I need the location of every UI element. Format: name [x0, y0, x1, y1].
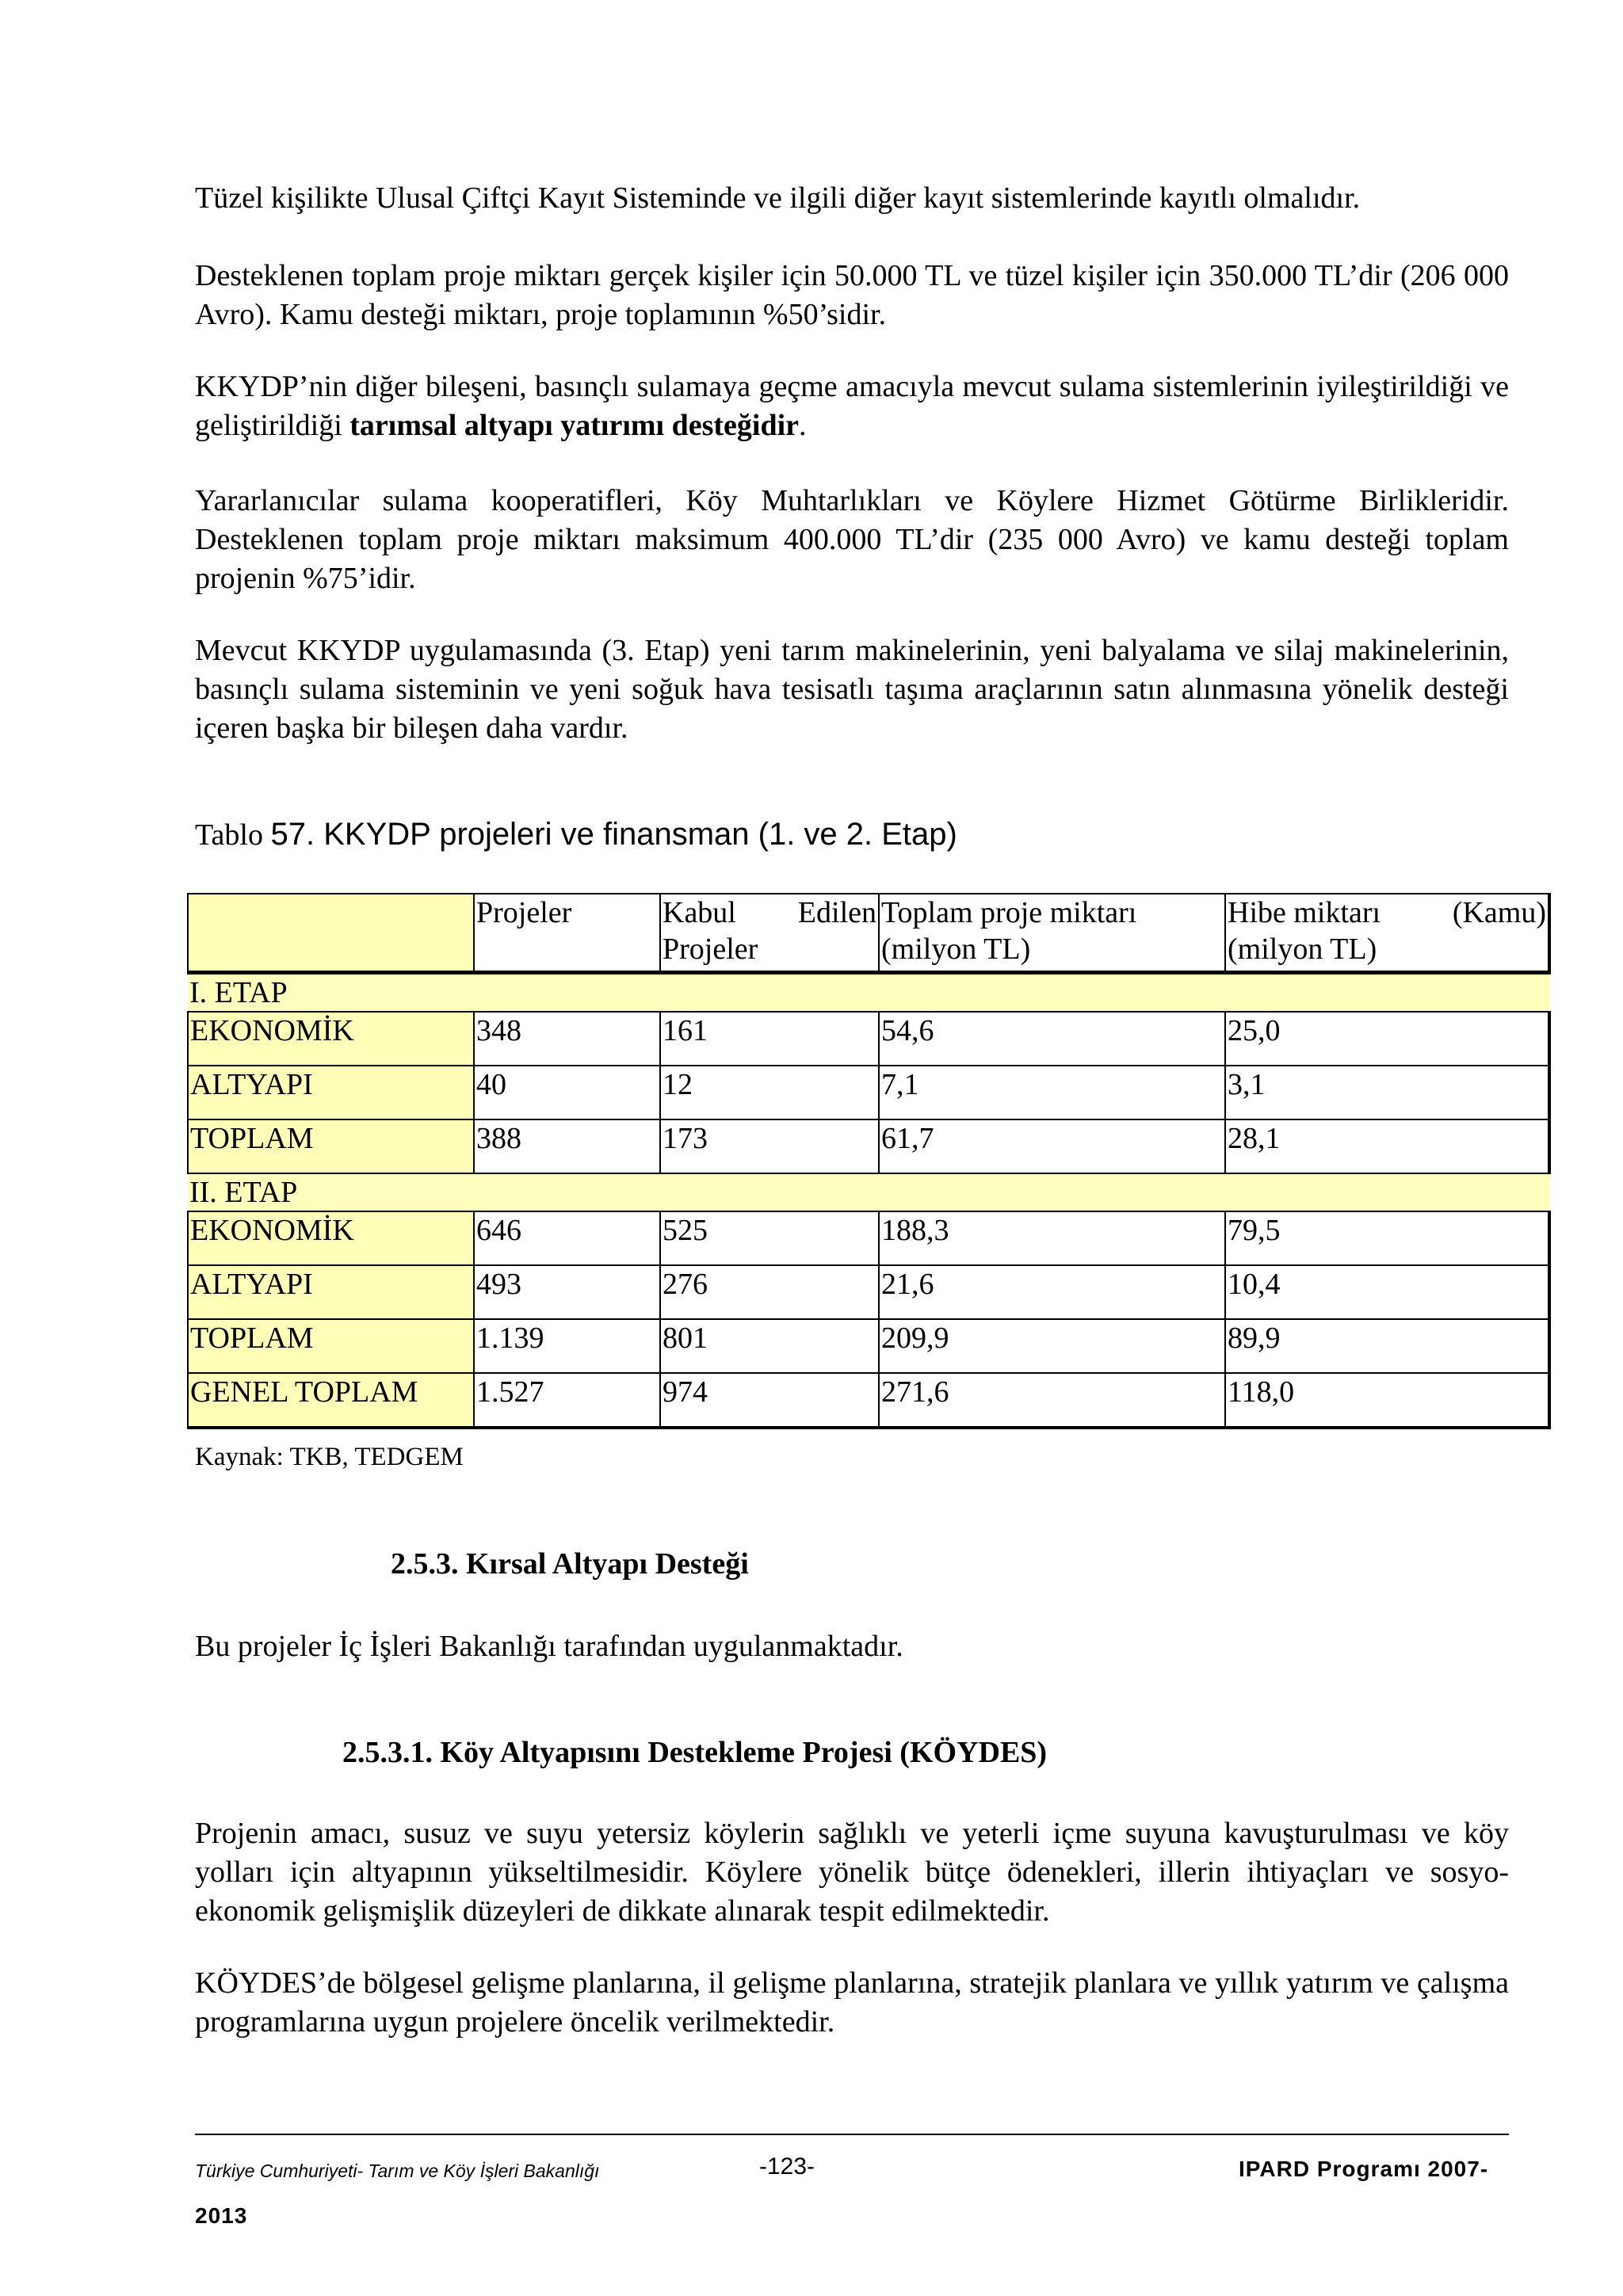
- cell-accepted: 276: [660, 1265, 879, 1319]
- cell-projects: 1.139: [474, 1319, 660, 1373]
- cell-total: 61,7: [879, 1119, 1225, 1173]
- cell-projects: 40: [474, 1066, 660, 1119]
- cell-grant: 89,9: [1225, 1319, 1549, 1373]
- section-row-etap1: [188, 973, 1549, 1013]
- footer-program: IPARD Programı 2007-: [1239, 2157, 1489, 2181]
- paragraph-7: Projenin amacı, susuz ve suyu yetersiz köylerin sağlıklı ve yeterli içme suyuna kavuşturulması ve köy yolları için altyapının yükseltilmesidir. Köylere yönelik bütçe ödenekleri, illerin ihtiyaçları ve sosyo-ekonomik gelişmişlik düzeyleri de dikkate alınarak tespit edilmektedir.: [195, 1817, 1509, 1928]
- cell-accepted: 525: [660, 1211, 879, 1265]
- cell-projects: 348: [474, 1012, 660, 1066]
- kkydp-table: [187, 893, 1551, 1429]
- table-row: [188, 1211, 1549, 1265]
- section-row-etap2: [188, 1173, 1549, 1211]
- cell-grant: 118,0: [1225, 1373, 1549, 1428]
- cell-accepted: 161: [660, 1012, 879, 1066]
- header-accepted-a: Kabul: [663, 896, 736, 929]
- paragraph-4: Yararlanıcılar sulama kooperatifleri, Köy Muhtarlıkları ve Köylere Hizmet Götürme Birlikleridir. Desteklenen toplam proje miktarı maksimum 400.000 TL’dir (235 000 Avro) ve kamu desteği toplam projenin %75’idir.: [195, 484, 1509, 595]
- cell-total: 21,6: [879, 1265, 1225, 1319]
- paragraph-3-bold: tarımsal altyapı yatırımı desteğidir: [349, 409, 800, 442]
- footer-year: 2013: [195, 2203, 248, 2228]
- header-accepted-b: Edilen: [797, 896, 876, 929]
- cell-projects: 646: [474, 1211, 660, 1265]
- header-total: Toplam proje miktarı (milyon TL): [879, 894, 1225, 973]
- cell-grant: 10,4: [1225, 1265, 1549, 1319]
- row-label: EKONOMİK: [188, 1211, 474, 1265]
- table-row: [188, 1319, 1549, 1373]
- table-caption-title: 57. KKYDP projeleri ve finansman (1. ve 2. Etap): [270, 817, 957, 852]
- row-label: EKONOMİK: [188, 1012, 474, 1066]
- page-number: -123-: [759, 2153, 815, 2180]
- row-label: TOPLAM: [188, 1119, 474, 1173]
- table-row: [188, 1373, 1549, 1428]
- cell-accepted: 12: [660, 1066, 879, 1119]
- section-title-etap2: II. ETAP: [188, 1173, 1549, 1211]
- table-row: [188, 1066, 1549, 1119]
- cell-projects: 1.527: [474, 1373, 660, 1428]
- table-source: Kaynak: TKB, TEDGEM: [195, 1443, 464, 1471]
- table-header-row: [188, 894, 1549, 973]
- heading-kirsal-altyapi: 2.5.3. Kırsal Altyapı Desteği: [391, 1547, 749, 1581]
- cell-total: 54,6: [879, 1012, 1225, 1066]
- header-grant-c: (milyon TL): [1228, 933, 1377, 966]
- section-title-etap1: I. ETAP: [188, 973, 1549, 1013]
- cell-grant: 25,0: [1225, 1012, 1549, 1066]
- header-grant: [1225, 894, 1549, 973]
- cell-grant: 79,5: [1225, 1211, 1549, 1265]
- cell-total: 271,6: [879, 1373, 1225, 1428]
- header-grant-a: Hibe miktarı: [1228, 896, 1381, 929]
- paragraph-6: Bu projeler İç İşleri Bakanlığı tarafından uygulanmaktadır.: [195, 1630, 903, 1663]
- footer-ministry: Türkiye Cumhuriyeti- Tarım ve Köy İşleri Bakanlığı: [195, 2161, 600, 2181]
- table-caption: [195, 817, 957, 852]
- cell-projects: 493: [474, 1265, 660, 1319]
- paragraph-5: Mevcut KKYDP uygulamasında (3. Etap) yeni tarım makinelerinin, yeni balyalama ve silaj makinelerinin, basınçlı sulama sisteminin ve yeni soğuk hava tesisatlı taşıma araçlarının satın alınmasına yönelik desteği içeren başka bir bileşen daha vardır.: [195, 634, 1509, 745]
- row-label: GENEL TOPLAM: [188, 1373, 474, 1428]
- table-row: [188, 1012, 1549, 1066]
- cell-grant: 3,1: [1225, 1066, 1549, 1119]
- cell-total: 188,3: [879, 1211, 1225, 1265]
- cell-projects: 388: [474, 1119, 660, 1173]
- paragraph-8: KÖYDES’de bölgesel gelişme planlarına, il gelişme planlarına, stratejik planlara ve yıllık yatırım ve çalışma programlarına uygun projelere öncelik verilmektedir.: [195, 1966, 1509, 2039]
- header-empty: [188, 894, 474, 973]
- cell-accepted: 173: [660, 1119, 879, 1173]
- paragraph-3: [195, 368, 1509, 445]
- row-label: ALTYAPI: [188, 1066, 474, 1119]
- paragraph-1: Tüzel kişilikte Ulusal Çiftçi Kayıt Sisteminde ve ilgili diğer kayıt sistemlerinde kayıtlı olmalıdır.: [195, 181, 1361, 215]
- cell-accepted: 974: [660, 1373, 879, 1428]
- paragraph-3-end: .: [799, 409, 807, 442]
- heading-koydes: 2.5.3.1. Köy Altyapısını Destekleme Projesi (KÖYDES): [342, 1736, 1048, 1769]
- header-grant-b: (Kamu): [1452, 896, 1546, 929]
- cell-accepted: 801: [660, 1319, 879, 1373]
- table-caption-prefix: Tablo: [195, 818, 271, 852]
- cell-grant: 28,1: [1225, 1119, 1549, 1173]
- row-label: TOPLAM: [188, 1319, 474, 1373]
- footer-divider: [195, 2134, 1509, 2135]
- table-row: [188, 1265, 1549, 1319]
- cell-total: 209,9: [879, 1319, 1225, 1373]
- header-projects: Projeler: [474, 894, 660, 973]
- row-label: ALTYAPI: [188, 1265, 474, 1319]
- paragraph-3-text: KKYDP’nin diğer bileşeni, basınçlı sulamaya geçme amacıyla mevcut sulama sistemlerinin iyileştirildiği ve geliştirildiği: [195, 370, 1509, 442]
- paragraph-2: Desteklenen toplam proje miktarı gerçek kişiler için 50.000 TL ve tüzel kişiler için 350.000 TL’dir (206 000 Avro). Kamu desteği miktarı, proje toplamının %50’sidir.: [195, 259, 1509, 331]
- cell-total: 7,1: [879, 1066, 1225, 1119]
- header-accepted: [660, 894, 879, 973]
- header-accepted-c: Projeler: [663, 933, 758, 966]
- table-row: [188, 1119, 1549, 1173]
